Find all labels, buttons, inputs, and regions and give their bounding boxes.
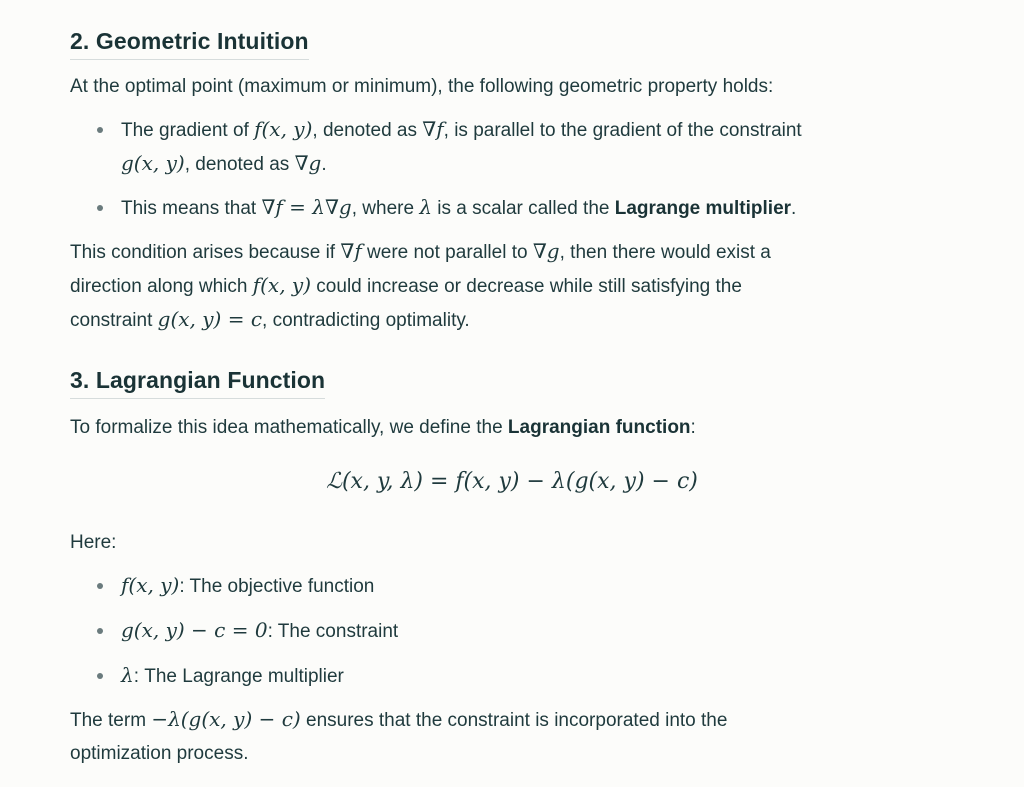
text-span: . xyxy=(791,198,797,219)
math-lambda: λ xyxy=(419,195,433,219)
text-span: optimization process. xyxy=(70,743,249,764)
list-item-lagrange-relation xyxy=(70,191,954,225)
math-penalty-term: −λ(g(x, y) − c) xyxy=(151,707,301,731)
text-span: , denoted as xyxy=(184,154,295,175)
math-grad-f: ∇f xyxy=(422,117,444,141)
list-item-gradient-parallel xyxy=(70,113,954,181)
text-span: The term xyxy=(70,710,152,731)
math-grad-g: ∇g xyxy=(532,239,560,263)
text-span: : The constraint xyxy=(267,621,399,642)
section-heading-lagrangian-function: 3. Lagrangian Function xyxy=(70,367,325,399)
text-span: This condition arises because if xyxy=(70,242,341,263)
section2-intro-paragraph: At the optimal point (maximum or minimum), the following geometric property holds: xyxy=(70,76,774,97)
text-span: ensures that the constraint is incorporated into the xyxy=(300,710,728,731)
math-f-xy: f(x, y) xyxy=(121,573,180,597)
section2-bullet-list xyxy=(70,113,954,225)
math-f-xy: f(x, y) xyxy=(252,273,312,297)
section2-condition-paragraph xyxy=(70,235,954,337)
text-span: To formalize this idea mathematically, we define the xyxy=(70,417,508,438)
math-grad-f: ∇f xyxy=(340,239,362,263)
section3-intro-paragraph xyxy=(70,411,954,444)
math-grad-equation: ∇f = λ∇g xyxy=(261,195,352,219)
text-span: , denoted as xyxy=(312,120,423,141)
bold-lagrange-multiplier: Lagrange multiplier xyxy=(614,198,792,219)
text-span: , where xyxy=(351,198,420,219)
text-span: : xyxy=(690,417,696,438)
math-g-xy: g(x, y) xyxy=(121,151,185,175)
math-constraint-equation: g(x, y) = c xyxy=(157,307,263,331)
lagrangian-formula: ℒ(x, y, λ) = f(x, y) − λ(g(x, y) − c) xyxy=(326,469,698,494)
text-span: were not parallel to xyxy=(361,242,533,263)
math-grad-g: ∇g xyxy=(294,151,322,175)
here-label: Here: xyxy=(70,532,117,553)
list-item-objective-function xyxy=(70,569,954,603)
math-f-xy: f(x, y) xyxy=(254,117,313,141)
text-span: direction along which xyxy=(70,276,253,297)
text-span: This means that xyxy=(121,198,262,219)
text-span: , is parallel to the gradient of the constraint xyxy=(443,120,802,141)
text-span: could increase or decrease while still satisfying the xyxy=(311,276,742,297)
section-heading-geometric-intuition: 2. Geometric Intuition xyxy=(70,28,309,60)
math-constraint: g(x, y) − c = 0 xyxy=(121,618,268,642)
section3-term-paragraph xyxy=(70,703,954,770)
text-span: The gradient of xyxy=(121,120,255,141)
list-item-lagrange-multiplier xyxy=(70,659,954,693)
text-span: , then there would exist a xyxy=(559,242,771,263)
text-span: is a scalar called the xyxy=(432,198,615,219)
text-span: : The Lagrange multiplier xyxy=(133,666,344,687)
text-span: : The objective function xyxy=(179,576,375,597)
bold-lagrangian-function: Lagrangian function xyxy=(507,417,691,438)
text-span: constraint xyxy=(70,310,158,331)
text-span: . xyxy=(321,154,327,175)
section3-bullet-list xyxy=(70,569,954,693)
math-lambda: λ xyxy=(121,663,134,687)
list-item-constraint xyxy=(70,614,954,648)
text-span: , contradicting optimality. xyxy=(262,310,470,331)
